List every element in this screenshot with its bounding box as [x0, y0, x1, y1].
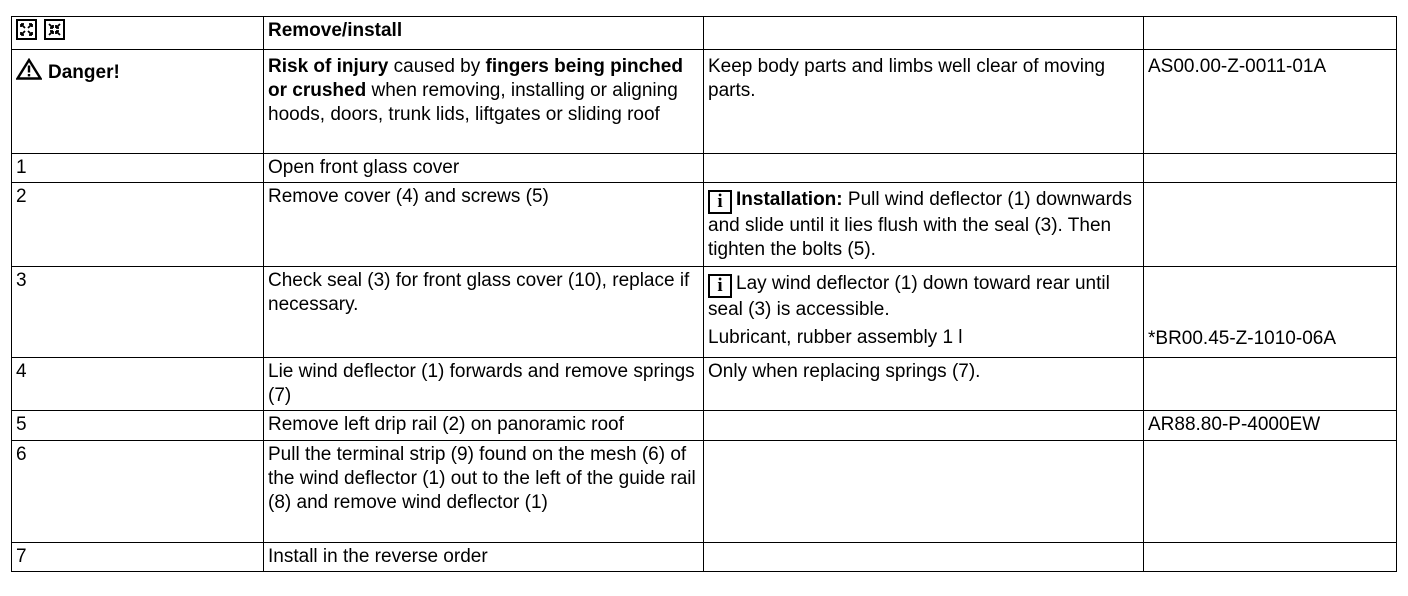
step-text: Install in the reverse order	[264, 543, 704, 572]
step-reference-cell	[1144, 441, 1397, 543]
danger-label: Danger!	[48, 62, 120, 83]
header-title: Remove/install	[264, 17, 704, 50]
step-number: 5	[12, 411, 264, 441]
table-row	[12, 358, 1397, 411]
header-row	[12, 17, 1397, 50]
step-note-cell	[704, 543, 1144, 572]
step-text: Pull the terminal strip (9) found on the mesh (6) of the wind deflector (1) out to the left of the guide rail (8) and remove wind deflector (1)	[264, 441, 704, 543]
step-note-cell	[704, 267, 1144, 358]
table-row	[12, 154, 1397, 183]
table-row	[12, 267, 1397, 358]
info-icon: i	[708, 190, 732, 214]
risk-text-1: caused by	[388, 56, 486, 77]
step-text: Lie wind deflector (1) forwards and remove springs (7)	[264, 358, 704, 411]
warning-triangle-icon	[16, 58, 42, 87]
danger-row	[12, 50, 1397, 154]
step-number: 2	[12, 183, 264, 267]
step-reference-cell	[1144, 183, 1397, 267]
step-number: 4	[12, 358, 264, 411]
table-row	[12, 543, 1397, 572]
step-text: Open front glass cover	[264, 154, 704, 183]
step-reference-cell	[1144, 154, 1397, 183]
step-note-cell	[704, 183, 1144, 267]
table-row	[12, 183, 1397, 267]
table-row	[12, 441, 1397, 543]
step-note: Pull wind deflector (1) downwards and slide until it lies flush with the seal (3). Then tighten the bolts (5).	[708, 189, 1132, 260]
installation-label: Installation:	[736, 189, 843, 210]
risk-text-2: when removing, installing or aligning hoods, doors, trunk lids, liftgates or sliding roof	[268, 80, 678, 125]
table-row	[12, 411, 1397, 441]
procedure-table	[11, 16, 1397, 572]
header-icons-cell	[12, 17, 264, 50]
step-note: Lay wind deflector (1) down toward rear until seal (3) is accessible.	[708, 273, 1110, 320]
step-number: 6	[12, 441, 264, 543]
step-reference: AR88.80-P-4000EW	[1144, 411, 1397, 441]
risk-bold-2: fingers being pinched or crushed	[268, 56, 683, 101]
step-text: Remove cover (4) and screws (5)	[264, 183, 704, 267]
header-empty-cell	[1144, 17, 1397, 50]
lubricant-line: Lubricant, rubber assembly 1 l	[708, 327, 963, 348]
danger-measure: Keep body parts and limbs well clear of moving parts.	[704, 50, 1144, 154]
step-note-cell	[704, 441, 1144, 543]
step-note: Only when replacing springs (7).	[704, 358, 1144, 411]
step-reference-cell	[1144, 358, 1397, 411]
step-text: Check seal (3) for front glass cover (10), replace if necessary.	[264, 267, 704, 358]
danger-label-cell	[12, 50, 264, 154]
step-number: 3	[12, 267, 264, 358]
remove-icon	[16, 19, 37, 40]
install-icon	[44, 19, 65, 40]
step-reference: *BR00.45-Z-1010-06A	[1144, 267, 1397, 358]
step-note-cell	[704, 154, 1144, 183]
danger-risk-cell	[264, 50, 704, 154]
risk-bold-1: Risk of injury	[268, 56, 389, 77]
step-number: 7	[12, 543, 264, 572]
step-text: Remove left drip rail (2) on panoramic roof	[264, 411, 704, 441]
step-reference-cell	[1144, 543, 1397, 572]
step-note-cell	[704, 411, 1144, 441]
step-number: 1	[12, 154, 264, 183]
header-empty-cell	[704, 17, 1144, 50]
danger-reference: AS00.00-Z-0011-01A	[1144, 50, 1397, 154]
info-icon: i	[708, 274, 732, 298]
